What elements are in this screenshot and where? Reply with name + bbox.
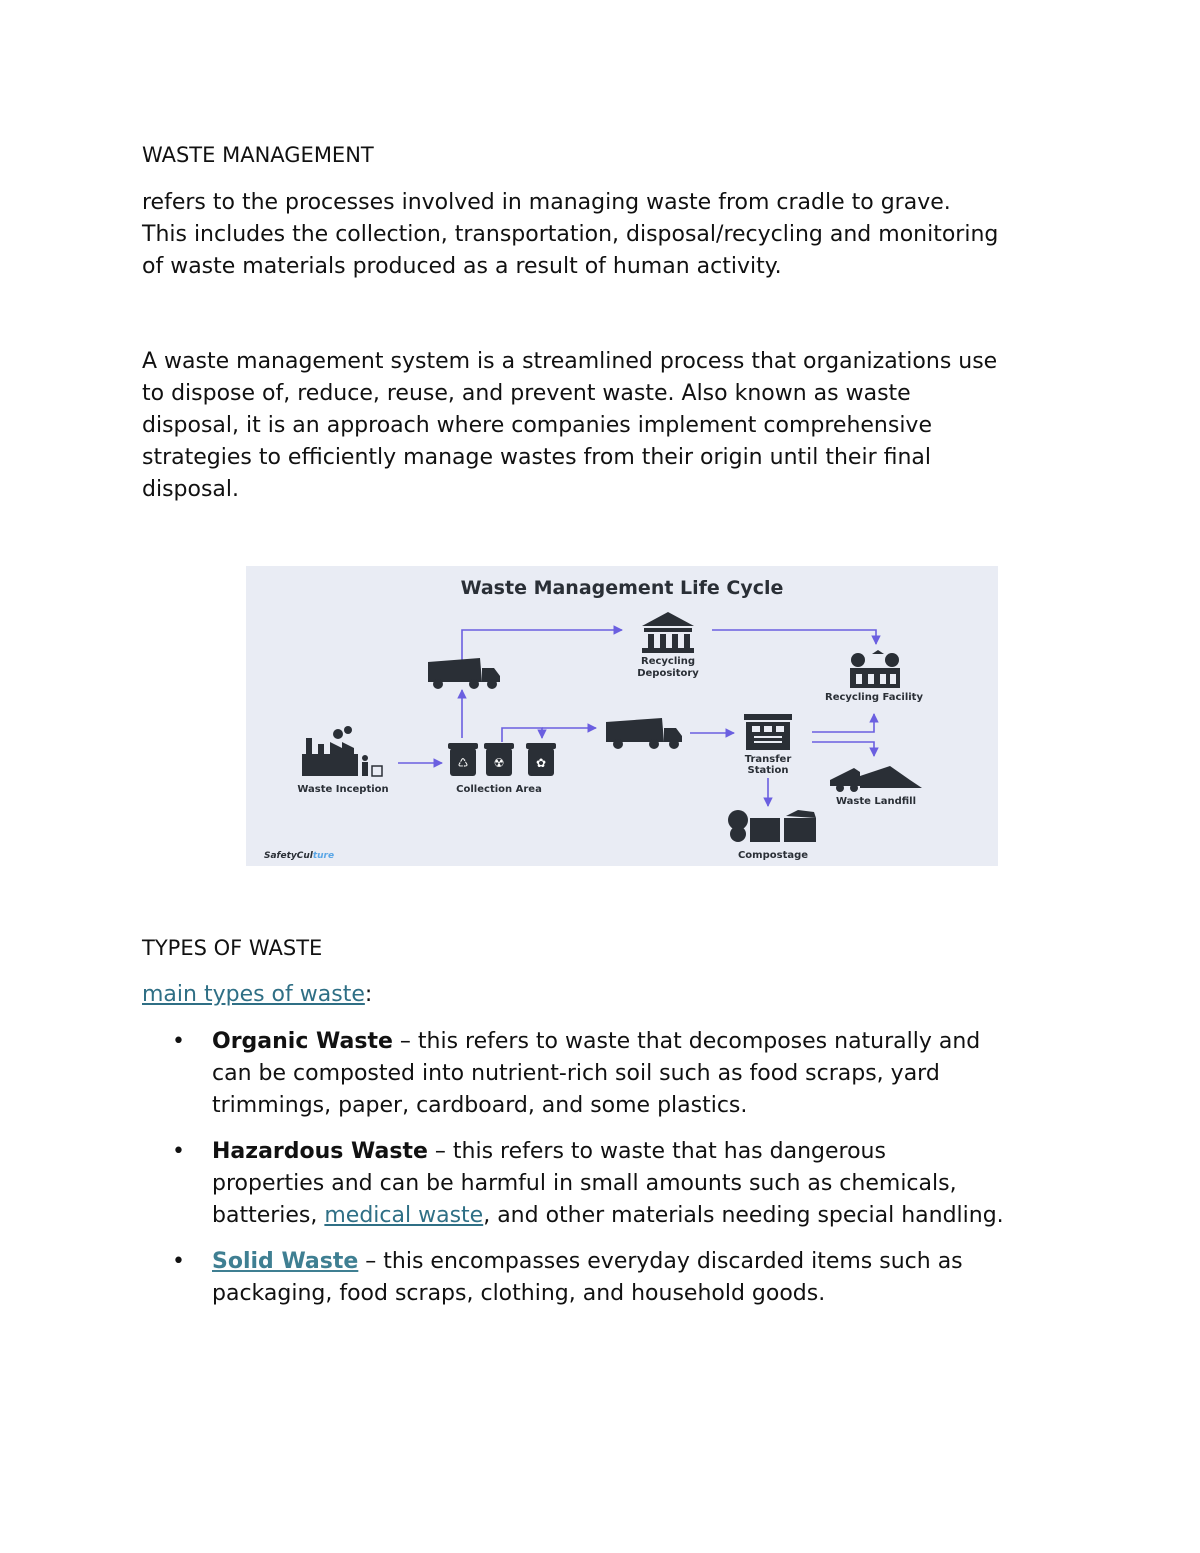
hazard-bin-icon <box>484 743 514 776</box>
term-organic: Organic Waste <box>212 1029 393 1054</box>
node-label: Compostage <box>737 850 809 861</box>
svg-text:✿: ✿ <box>535 756 547 770</box>
list-item-solid <box>142 1246 1062 1310</box>
node-label: Recycling <box>641 656 695 667</box>
item-text: – this refers to waste that decomposes naturally and <box>392 1029 981 1054</box>
definition-paragraph <box>142 187 1062 283</box>
transfer-station-icon <box>744 714 792 750</box>
item-text: – this encompasses everyday discarded items such as <box>358 1249 963 1274</box>
list-item-hazardous <box>142 1136 1062 1232</box>
paragraph-line: disposal, it is an approach where companies implement comprehensive <box>142 413 932 438</box>
life-cycle-figure <box>246 566 998 866</box>
paragraph-line: This includes the collection, transportation, disposal/recycling and monitoring <box>142 222 999 247</box>
bullet: • <box>172 1249 185 1274</box>
bullet: • <box>172 1139 185 1164</box>
paragraph-line: strategies to efficiently manage wastes from their origin until their final <box>142 445 932 470</box>
paragraph-line: to dispose of, reduce, reuse, and prevent waste. Also known as waste <box>142 381 911 406</box>
list-item-organic <box>142 1026 1062 1122</box>
brand-logo <box>264 851 334 861</box>
figure-title: Waste Management Life Cycle <box>460 577 784 599</box>
recycling-bin-icon <box>448 743 478 776</box>
system-paragraph <box>142 346 1062 506</box>
types-heading: TYPES OF WASTE <box>142 936 323 960</box>
organic-bin-icon <box>526 743 556 776</box>
node-label: Depository <box>637 668 699 679</box>
node-label: Transfer <box>744 754 792 765</box>
bullet: • <box>172 1029 185 1054</box>
medical-waste-link[interactable]: medical waste <box>324 1203 484 1228</box>
node-label: Waste Landfill <box>835 796 917 807</box>
node-label: Station <box>747 765 789 776</box>
brand-text-accent: ture <box>312 851 335 861</box>
svg-text:♺: ♺ <box>457 756 469 770</box>
item-text: properties and can be harmful in small amounts such as chemicals, <box>212 1171 957 1196</box>
waste-types-list <box>142 1026 1062 1324</box>
brand-text: SafetyCul <box>264 851 313 861</box>
item-text: , and other materials needing special handling. <box>483 1203 1004 1228</box>
item-text: trimmings, paper, cardboard, and some plastics. <box>212 1093 748 1118</box>
paragraph-line: refers to the processes involved in managing waste from cradle to grave. <box>142 190 951 215</box>
item-text: packaging, food scraps, clothing, and household goods. <box>212 1281 826 1306</box>
node-label: Collection Area <box>456 784 542 795</box>
document-body <box>142 140 1062 506</box>
paragraph-line: disposal. <box>142 477 240 502</box>
paragraph-line: of waste materials produced as a result of human activity. <box>142 254 782 279</box>
item-text: batteries, <box>212 1203 325 1228</box>
term-hazardous: Hazardous Waste <box>212 1139 428 1164</box>
svg-text:☢: ☢ <box>493 756 505 770</box>
life-cycle-diagram <box>246 566 998 866</box>
item-text: can be composted into nutrient-rich soil such as food scraps, yard <box>212 1061 940 1086</box>
figure-background <box>246 566 998 866</box>
page-title: WASTE MANAGEMENT <box>142 143 374 167</box>
node-label: Waste Inception <box>297 784 389 795</box>
intro-colon: : <box>364 982 373 1007</box>
types-intro <box>142 980 372 1010</box>
main-types-link[interactable]: main types of waste <box>142 982 365 1007</box>
solid-waste-link[interactable]: Solid Waste <box>212 1249 359 1274</box>
paragraph-line: A waste management system is a streamlined process that organizations use <box>142 349 998 374</box>
node-label: Recycling Facility <box>825 692 923 703</box>
item-text: – this refers to waste that has dangerous <box>427 1139 886 1164</box>
